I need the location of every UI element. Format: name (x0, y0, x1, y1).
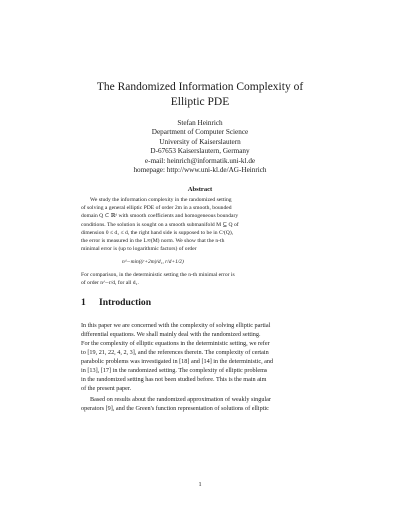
abstract-line: We study the information complexity in the randomized setting (90, 197, 232, 203)
body-line: operators [9], and the Green's function representation of solutions of elliptic (81, 405, 269, 412)
abstract-line: of order n^−r/d, for all d₁. (81, 280, 139, 287)
abstract-heading: Abstract (187, 186, 213, 193)
page-number: 1 (198, 481, 202, 488)
body-line: differential equations. We shall mainly deal with the randomized setting. (81, 331, 261, 338)
abstract-line: For comparison, in the deterministic setting the n-th minimal error is (81, 272, 235, 278)
section-number: 1 (81, 297, 86, 308)
section-title: Introduction (99, 297, 152, 308)
abstract-line: domain Q ⊂ ℝᵈ with smooth coefficients and homogeneous boundary (81, 213, 239, 220)
author-university: University of Kaiserslautern (159, 137, 241, 146)
abstract-formula: n^−min((r+2m)/d₁, r/d+1/2) (122, 259, 184, 265)
author-address: D-67653 Kaiserslautern, Germany (150, 147, 250, 156)
abstract-text-continued (81, 271, 319, 287)
body-line: in the randomized setting has not been studied before. This is the main aim (81, 376, 267, 383)
author-department: Department of Computer Science (151, 128, 249, 137)
author-email[interactable]: e-mail: heinrich@informatik.uni-kl.de (144, 156, 256, 165)
author-name: Stefan Heinrich (177, 119, 223, 127)
body-line: parabolic problems was investigated in [18] and [14] in the deterministic, and (81, 358, 274, 365)
body-line: For the complexity of elliptic equations in the deterministic setting, we refer (81, 340, 270, 347)
abstract-line: conditions. The solution is sought on a smooth submanifold M ⊆ Q of (81, 221, 239, 228)
abstract-text (81, 196, 319, 253)
body-line: In this paper we are concerned with the complexity of solving elliptic partial (81, 322, 271, 329)
abstract-line: minimal error is (up to logarithmic factors) of order (81, 246, 197, 253)
abstract-line: of solving a general elliptic PDE of order 2m in a smooth, bounded (81, 205, 232, 212)
body-line: in [13], [17] in the randomized setting. The complexity of elliptic problems (81, 367, 268, 374)
author-homepage[interactable]: homepage: http://www.uni-kl.de/AG-Heinrich (133, 166, 267, 175)
body-line: of the present paper. (81, 385, 132, 392)
body-line: Based on results about the randomized approximation of weakly singular (90, 396, 271, 403)
author-block (0, 119, 400, 175)
abstract-line: the error is measured in the L∞(M) norm. We show that the n-th (81, 238, 225, 245)
body-text (81, 321, 319, 413)
title-line-2: Elliptic PDE (170, 96, 230, 108)
body-line: to [19, 21, 22, 4, 2, 3], and the references therein. The complexity of certain (81, 349, 269, 356)
title-line-1: The Randomized Information Complexity of (96, 81, 304, 93)
paper-title (0, 80, 400, 110)
section-heading (81, 297, 151, 308)
abstract-line: dimension 0 ≤ d₁ ≤ d, the right hand side is supposed to be in Cʳ(Q), (81, 229, 234, 236)
